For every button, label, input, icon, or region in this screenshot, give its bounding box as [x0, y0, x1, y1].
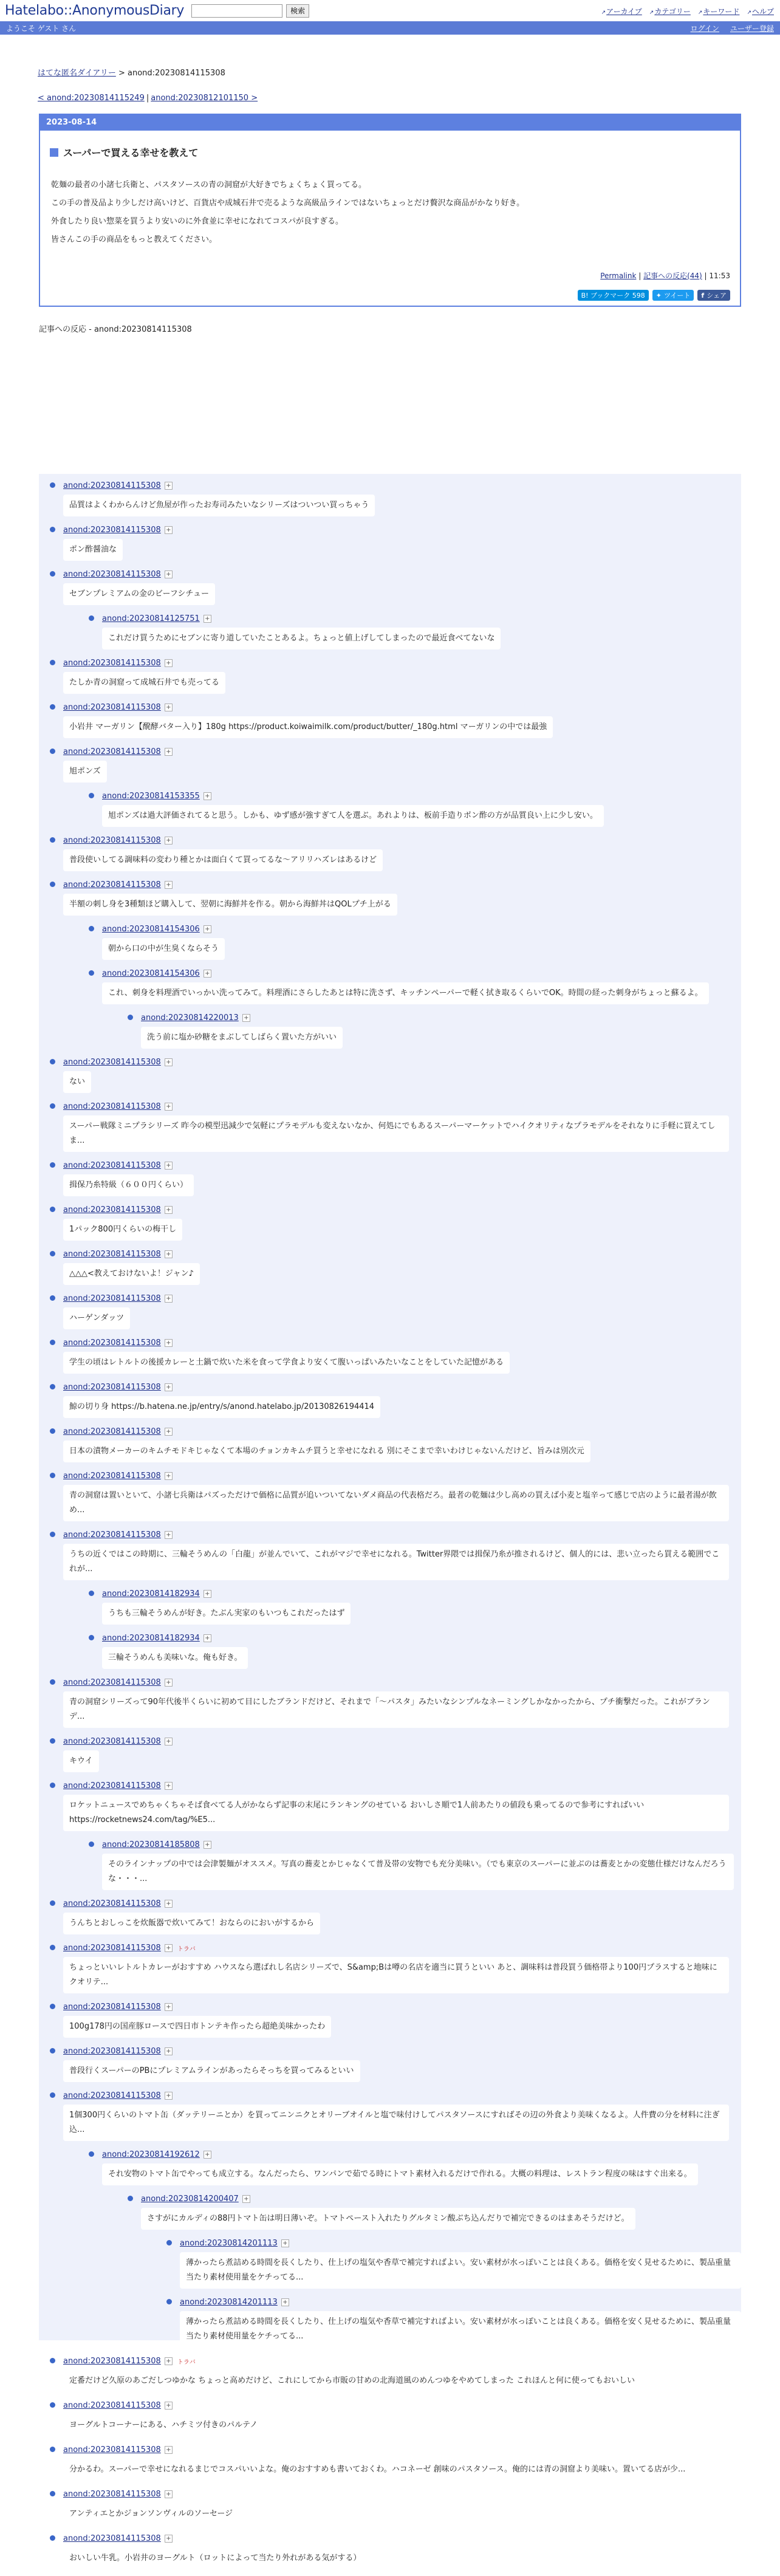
reactions-tree — [39, 474, 741, 2563]
reaction-link[interactable]: anond:20230814115308 — [63, 1160, 161, 1170]
reaction-header — [63, 1292, 741, 1305]
reaction-text: 学生の頃はレトルトの後援カレーと土鍋で炊いた米を食って学食より安くて腹いっぱいみたいなことをしていた記憶がある — [63, 1352, 510, 1374]
reaction-text: 定番だけど久原のあごだしつゆかな ちょっと高めだけど、これにしてから市販の甘めの北海道風のめんつゆをやめてしまった これほんと何に使ってもおいしい — [63, 2370, 641, 2392]
reaction-text: うんちとおしっこを炊飯器で炊いてみて！おならのにおいがするから — [63, 1913, 320, 1934]
expand-toggle-icon[interactable]: + — [281, 2239, 289, 2247]
expand-toggle-icon[interactable]: + — [242, 2195, 250, 2203]
reaction-link[interactable]: anond:20230814220013 — [141, 1013, 239, 1023]
reaction-text: ロケットニュースでめちゃくちゃそば食べてる人がかならず記事の末尾にランキングのせている おいしさ順で1人前あたりの値段も乗ってるので参考にすればいい https://rocketnews24.com/tag/%E5... — [63, 1795, 729, 1831]
reaction-item — [49, 1676, 741, 1735]
reaction-link[interactable]: anond:20230814154306 — [102, 968, 200, 978]
reaction-item — [49, 656, 741, 701]
reaction-item — [126, 2192, 741, 2354]
reaction-text: これだけ買うためにセブンに寄り道していたことあるよ。ちょっと値上げしてしまったので最近食べてないな — [102, 628, 501, 649]
expand-toggle-icon[interactable]: + — [165, 1900, 173, 1908]
reaction-text: 日本の漬物メーカーのキムチモドキじゃなくて本場のチョンカキムチ買うと幸せになれる 別にそこまで幸いわけじゃないんだけど、旨みは別次元 — [63, 1440, 590, 1462]
reaction-item — [87, 967, 741, 1055]
expand-toggle-icon[interactable]: + — [165, 704, 173, 711]
reaction-list — [63, 2148, 741, 2354]
reaction-link[interactable]: anond:20230814115308 — [63, 2489, 161, 2499]
reaction-header — [141, 2192, 741, 2205]
expand-toggle-icon[interactable]: + — [165, 1944, 173, 1952]
expand-toggle-icon[interactable]: + — [242, 1014, 250, 1022]
expand-toggle-icon[interactable]: + — [165, 482, 173, 490]
reaction-text: ヨーグルトコーナーにある、ハチミツ付きのパルテノ — [63, 2414, 264, 2436]
reaction-text: たしか青の洞窟って成城石井でも売ってる — [63, 672, 225, 694]
reaction-item — [49, 479, 741, 523]
trackback-tag: トラバ — [177, 2358, 196, 2366]
reaction-text: 普段行くスーパーのPBにプレミアムラインがあったらそっちを買ってみるといい — [63, 2060, 360, 2082]
reaction-header — [63, 1425, 741, 1438]
reaction-text: そのラインナップの中では会津製麺がオススメ。写真の蕎麦とかじゃなくて普及帯の安物でも充分美味い。（でも東京のスーパーに並ぶのは蕎麦とかの変態仕様だけなんだろうな・・・... — [102, 1854, 734, 1890]
expand-toggle-icon[interactable]: + — [165, 1206, 173, 1214]
entry-body — [51, 176, 740, 249]
reaction-header — [102, 1587, 741, 1600]
reaction-header — [63, 1159, 741, 1172]
reaction-text: ハーゲンダッツ — [63, 1307, 130, 1329]
reaction-link[interactable]: anond:20230814115308 — [63, 1781, 161, 1790]
nav-category[interactable]: ↗ カテゴリー — [649, 6, 691, 16]
reaction-link[interactable]: anond:20230814115308 — [63, 1101, 161, 1111]
reaction-item — [49, 745, 741, 834]
reaction-text: 旭ポンズは過大評価されてると思う。しかも、ゆず感が強すぎて人を選ぶ。あれよりは、板前手造りポン酢の方が品質良い上に少し安い。 — [102, 805, 604, 827]
reaction-link[interactable]: anond:20230814115308 — [63, 481, 161, 490]
reaction-header — [63, 2399, 741, 2412]
search-input[interactable] — [191, 4, 282, 18]
prev-entry-link[interactable]: < anond:20230814115249 — [38, 94, 145, 103]
reaction-link[interactable]: anond:20230814115308 — [63, 1736, 161, 1746]
expand-toggle-icon[interactable]: + — [204, 1590, 211, 1598]
reaction-item — [49, 1100, 741, 1159]
reaction-header — [180, 2236, 741, 2250]
reaction-text: 洗う前に塩か砂糖をまぶしてしばらく置いた方がいい — [141, 1027, 343, 1049]
expand-toggle-icon[interactable]: + — [165, 1472, 173, 1480]
expand-toggle-icon[interactable]: + — [204, 615, 211, 623]
entry-pager: < anond:20230814115249 | anond:20230812101150 > — [38, 94, 258, 103]
expand-toggle-icon[interactable]: + — [204, 1841, 211, 1849]
reaction-link[interactable]: anond:20230814201113 — [180, 2238, 278, 2248]
reaction-link[interactable]: anond:20230814192612 — [102, 2150, 200, 2159]
reaction-list — [63, 612, 741, 656]
header-nav — [601, 6, 774, 16]
reaction-header — [102, 1631, 741, 1645]
expand-toggle-icon[interactable]: + — [165, 1782, 173, 1790]
reaction-text: 青の洞窟は置いといて、小諸七兵衛はパズっただけで価格に品質が追いついてないダメ商品の代表格だろ。最者の乾麺は少し高めの買えば小麦と塩辛って感じで店のように最者湯が飲め... — [63, 1485, 729, 1521]
reaction-text: 薄かったら煮詰める時間を長くしたり、仕上げの塩気や香草で補完すればよい。安い素材が水っぽいことは良くある。価格を安く見せるために、製品重量当たり素材使用量をケチってる... — [180, 2252, 741, 2289]
reaction-link[interactable]: anond:20230814115308 — [63, 1427, 161, 1436]
trackback-tag: トラバ — [177, 1945, 196, 1953]
reaction-header — [63, 1676, 741, 1689]
reaction-text: 三輪そうめんも美味いな。俺も好き。 — [102, 1647, 248, 1669]
reaction-link[interactable]: anond:20230814115308 — [63, 1057, 161, 1067]
search-button[interactable]: 検索 — [286, 4, 309, 18]
reaction-header — [63, 1528, 741, 1541]
reaction-list — [39, 474, 741, 2576]
reaction-header — [63, 2487, 741, 2501]
expand-toggle-icon[interactable]: + — [165, 1339, 173, 1347]
reaction-header — [63, 878, 741, 891]
reaction-header — [63, 2532, 741, 2545]
reaction-text: 旭ポンズ — [63, 761, 107, 783]
expand-toggle-icon[interactable]: + — [165, 1162, 173, 1170]
reaction-item — [49, 1159, 741, 1203]
reaction-header — [63, 523, 741, 536]
expand-toggle-icon[interactable]: + — [165, 1383, 173, 1391]
expand-toggle-icon[interactable]: + — [165, 2535, 173, 2543]
reaction-item — [49, 834, 741, 878]
reaction-header — [102, 612, 741, 625]
expand-toggle-icon[interactable]: + — [165, 748, 173, 756]
reaction-item — [49, 1336, 741, 1380]
reaction-header — [63, 2354, 741, 2368]
reaction-text: 薄かったら煮詰める時間を長くしたり、仕上げの塩気や香草で補完すればよい。安い素材が水っぽいことは良くある。価格を安く見せるために、製品重量当たり素材使用量をケチってる... — [180, 2311, 741, 2348]
reaction-item — [49, 1528, 741, 1676]
reaction-header — [180, 2295, 741, 2309]
reaction-header — [63, 567, 741, 581]
expand-toggle-icon[interactable]: + — [165, 2003, 173, 2011]
expand-toggle-icon[interactable]: + — [165, 1679, 173, 1687]
nav-archive[interactable]: ↗ アーカイブ — [601, 6, 642, 16]
reaction-item — [49, 2089, 741, 2354]
reaction-text: 半額の刺し身を3種類ほど購入して、翌朝に海鮮丼を作る。朝から海鮮丼はQOLプチ上がる — [63, 894, 397, 916]
reaction-header — [63, 2044, 741, 2058]
reaction-text: 1パック800円くらいの梅干し — [63, 1219, 182, 1241]
reaction-item — [165, 2295, 741, 2354]
share-buttons — [578, 290, 730, 301]
reaction-header — [102, 2148, 741, 2161]
reaction-header — [63, 1380, 741, 1394]
expand-toggle-icon[interactable]: + — [165, 570, 173, 578]
reaction-link[interactable]: anond:20230814115308 — [63, 1293, 161, 1303]
expand-toggle-icon[interactable]: + — [165, 2047, 173, 2055]
reaction-text: キウイ — [63, 1750, 99, 1772]
reaction-link[interactable]: anond:20230814115308 — [63, 1530, 161, 1540]
register-link[interactable]: ユーザー登録 — [730, 24, 774, 33]
facebook-share-button[interactable] — [697, 290, 730, 301]
reaction-header — [63, 2000, 741, 2013]
expand-toggle-icon[interactable]: + — [165, 526, 173, 534]
reaction-header — [102, 789, 741, 803]
nav-keyword[interactable]: ↗ キーワード — [698, 6, 740, 16]
entry-paragraph: 外食したり良い惣菜を買うより安いのに外食並に幸せになれてコスパが良すぎる。 — [51, 217, 344, 226]
reactions-heading: 記事への反応 - anond:20230814115308 — [39, 325, 192, 334]
reaction-text: 1個300円くらいのトマト缶（ダッテリーニとか）を買ってニンニクとオリーブオイルと塩で味付けしてパスタソースにすればその辺の外食より美味くなるよ。人件費の分を材料に注ぎ込... — [63, 2105, 729, 2141]
title-square-icon — [50, 148, 58, 157]
reaction-link[interactable]: anond:20230814182934 — [102, 1633, 200, 1643]
entry-time: 11:53 — [709, 272, 730, 280]
site-header — [0, 0, 780, 21]
reaction-text: 普段使いしてる調味料の変わり種とかは面白くて買ってるな〜アリリハズレはあるけど — [63, 849, 383, 871]
reaction-item — [49, 1941, 741, 2000]
reaction-text: ちょっといいレトルトカレーがおすすめ ハウスなら選ばれし名店シリーズで、S&amp;Bは噂の名店を適当に買うといい あと、調味料は普段買う価格帯より100円プラスすると地味にクオリテ... — [63, 1957, 729, 1993]
reaction-text: アンティエとかジョンソンヴィルのソーセージ — [63, 2503, 239, 2525]
reaction-header — [63, 1336, 741, 1349]
reaction-link[interactable]: anond:20230814115308 — [63, 1943, 161, 1953]
reaction-link[interactable]: anond:20230814115308 — [63, 1899, 161, 1908]
expand-toggle-icon[interactable]: + — [165, 2092, 173, 2100]
reaction-text: 100g178円の国産豚ロースで四日市トンテキ作ったら超絶美味かったわ — [63, 2016, 331, 2038]
reaction-link[interactable]: anond:20230814154306 — [102, 924, 200, 934]
reaction-link[interactable]: anond:20230814200407 — [141, 2194, 239, 2204]
reaction-list — [141, 2236, 741, 2354]
reaction-text: おいしい牛乳。小岩井のヨーグルト（ロットによって当たり外れがある気がする） — [63, 2547, 367, 2569]
reaction-item — [49, 2487, 741, 2532]
reaction-text: さすがにカルディの88円トマト缶は明日薄いぞ。トマトペースト入れたりグルタミン酸ぶち込んだりで補完できるのはまあそうだけど。 — [141, 2208, 635, 2230]
reaction-item — [49, 523, 741, 567]
welcome-text: ようこそ ゲスト さん — [6, 24, 77, 33]
entry-date: 2023-08-14 — [40, 115, 740, 131]
reaction-text: これ、刺身を料理酒でいっかい洗ってみて。料理酒にさらしたあとは特に洗さず、キッチンペーパーで軽く拭き取るくらいでOK。時間の経った刺身がちょっと蘇るよ。 — [102, 982, 709, 1004]
expand-toggle-icon[interactable]: + — [165, 2446, 173, 2454]
expand-toggle-icon[interactable]: + — [165, 1058, 173, 1066]
reaction-item — [49, 1735, 741, 1779]
reaction-header — [102, 967, 741, 980]
reaction-item — [87, 922, 741, 967]
nav-help[interactable]: ↗ ヘルプ — [747, 6, 774, 16]
reaction-header — [63, 1897, 741, 1910]
breadcrumb — [38, 66, 780, 78]
reaction-link[interactable]: anond:20230814115308 — [63, 2091, 161, 2100]
permalink[interactable]: Permalink — [600, 272, 637, 280]
reaction-text: うちの近くではこの時期に、三輪そうめんの「白龍」が並んでいて、これがマジで幸せになれる。Twitter界隈では揖保乃糸が推されるけど、個人的には、悲い立ったら買える範囲でこれが... — [63, 1544, 729, 1580]
reaction-link[interactable]: anond:20230814125751 — [102, 614, 200, 623]
expand-toggle-icon[interactable]: + — [165, 1250, 173, 1258]
reaction-item — [49, 2532, 741, 2576]
expand-toggle-icon[interactable]: + — [165, 2357, 173, 2365]
reaction-header — [63, 1735, 741, 1748]
reaction-header — [63, 1469, 741, 1482]
reaction-link[interactable]: anond:20230814115308 — [63, 658, 161, 668]
reaction-link[interactable]: anond:20230814115308 — [63, 2002, 161, 2012]
reaction-text: 品質はよくわからんけど魚屋が作ったお寿司みたいなシリーズはついつい買っちゃう — [63, 495, 375, 516]
expand-toggle-icon[interactable]: + — [165, 1531, 173, 1539]
breadcrumb-separator: > — [115, 69, 128, 78]
expand-toggle-icon[interactable]: + — [165, 2490, 173, 2498]
reaction-text: 朝から口の中が生臭くならそう — [102, 938, 225, 960]
reaction-list — [63, 789, 741, 834]
expand-toggle-icon[interactable]: + — [165, 1295, 173, 1303]
reaction-header — [63, 1055, 741, 1069]
reaction-text: スーパー戦隊ミニプラシリーズ 昨今の模型迅減少で気軽にプラモデルも変えないなか、何処にでもあるスーパーマーケットでハイクオリティなプラモデルをそれなりに手軽に買えてしま... — [63, 1115, 729, 1152]
reaction-item — [87, 789, 741, 834]
reaction-header — [63, 2443, 741, 2456]
login-link[interactable]: ログイン — [690, 24, 719, 33]
reaction-header — [102, 922, 741, 936]
reaction-item — [87, 1631, 741, 1676]
reaction-item — [49, 2443, 741, 2487]
expand-toggle-icon[interactable]: + — [281, 2298, 289, 2306]
reaction-header — [63, 479, 741, 492]
reaction-link[interactable]: anond:20230814115308 — [63, 569, 161, 579]
tweet-label: ツイート — [663, 292, 691, 300]
reaction-header — [63, 701, 741, 714]
reaction-text: ポン酢醤油な — [63, 539, 123, 561]
entry-paragraph: この手の普及品より少しだけ高いけど、百貨店や成城石井で売るような高級品ラインではないちょっとだけ贅沢な商品がかなり好き。 — [51, 199, 525, 208]
reaction-link[interactable]: anond:20230814115308 — [63, 747, 161, 756]
reaction-item — [49, 2354, 741, 2399]
reaction-header — [63, 745, 741, 758]
entry-paragraph: 乾麺の最者の小諸七兵衛と、パスタソースの青の洞窟が大好きでちょくちょく買ってる。 — [51, 180, 366, 190]
reaction-header — [63, 1203, 741, 1216]
reaction-link[interactable]: anond:20230814115308 — [63, 1471, 161, 1481]
reaction-link[interactable]: anond:20230814115308 — [63, 835, 161, 845]
reaction-link[interactable]: anond:20230814115308 — [63, 2533, 161, 2543]
reaction-text: ない — [63, 1071, 91, 1093]
reaction-header — [63, 2089, 741, 2102]
hatena-bookmark-button[interactable]: B! ブックマーク 598 — [578, 290, 649, 301]
twitter-bird-icon: ✦ — [655, 291, 662, 300]
reaction-text: それ安物のトマト缶でやっても成立する。なんだったら、ワンパンで茹でる時にトマト素材入れるだけで作れる。大概の料理は、レストラン程度の味はすぐ出来る。 — [102, 2163, 698, 2185]
reaction-link[interactable]: anond:20230814115308 — [63, 1205, 161, 1214]
reaction-item — [49, 2000, 741, 2044]
reaction-header — [63, 834, 741, 847]
reaction-item — [49, 1469, 741, 1528]
reaction-header — [102, 1838, 741, 1851]
expand-toggle-icon[interactable]: + — [204, 970, 211, 978]
reaction-header — [63, 1941, 741, 1954]
reaction-item — [49, 567, 741, 656]
expand-toggle-icon[interactable]: + — [165, 881, 173, 889]
reaction-item — [49, 1292, 741, 1336]
breadcrumb-home[interactable]: はてな匿名ダイアリー — [38, 69, 116, 78]
expand-toggle-icon[interactable]: + — [204, 792, 211, 800]
reaction-item — [49, 1247, 741, 1292]
reaction-item — [49, 1897, 741, 1941]
expand-toggle-icon[interactable]: + — [165, 837, 173, 844]
facebook-icon: f — [701, 291, 705, 300]
reaction-text: 揖保乃糸特級（６００円くらい） — [63, 1174, 194, 1196]
reaction-header — [63, 1779, 741, 1792]
reaction-item — [49, 1055, 741, 1100]
entry-paragraph: 皆さんこの手の商品をもっと教えてください。 — [51, 235, 217, 244]
reaction-list — [102, 2192, 741, 2354]
facebook-share-label: シェア — [706, 292, 727, 300]
reactions-link[interactable]: 記事への反応(44) — [643, 272, 702, 280]
reaction-item — [87, 612, 741, 656]
reaction-link[interactable]: anond:20230814153355 — [102, 791, 200, 801]
reaction-link[interactable]: anond:20230814115308 — [63, 2046, 161, 2056]
reaction-link[interactable]: anond:20230814115308 — [63, 1382, 161, 1392]
reaction-link[interactable]: anond:20230814115308 — [63, 1249, 161, 1259]
reaction-item — [49, 2044, 741, 2089]
reaction-item — [49, 1203, 741, 1247]
reaction-item — [49, 1425, 741, 1469]
reaction-header — [63, 1100, 741, 1113]
expand-toggle-icon[interactable]: + — [204, 925, 211, 933]
search-form — [191, 4, 309, 18]
reaction-link[interactable]: anond:20230814115308 — [63, 702, 161, 712]
reaction-list — [63, 922, 741, 1055]
entry-meta: Permalink | 記事への反応(44) | 11:53 — [600, 272, 730, 280]
entry-title — [50, 145, 740, 159]
reaction-item — [87, 2148, 741, 2354]
reaction-list — [102, 1011, 741, 1055]
reaction-header — [63, 1247, 741, 1261]
reaction-link[interactable]: anond:20230814115308 — [63, 525, 161, 535]
expand-toggle-icon[interactable]: + — [165, 1738, 173, 1745]
reaction-header — [63, 656, 741, 670]
reaction-header — [141, 1011, 741, 1024]
reaction-item — [49, 1779, 741, 1897]
expand-toggle-icon[interactable]: + — [204, 2151, 211, 2159]
reaction-item — [49, 1380, 741, 1425]
reaction-text: △△△<教えておけないよ！ジャン♪ — [63, 1263, 200, 1285]
reaction-link[interactable]: anond:20230814115308 — [63, 1677, 161, 1687]
reaction-item — [87, 1838, 741, 1897]
reaction-text: 小岩井 マーガリン【醗酵バター入り】180g https://product.koiwaimilk.com/product/butter/_180g.html マーガリンの中では最強 — [63, 716, 553, 738]
reaction-link[interactable]: anond:20230814115308 — [63, 2356, 161, 2366]
expand-toggle-icon[interactable]: + — [165, 1428, 173, 1436]
diary-entry — [39, 114, 741, 307]
reaction-link[interactable]: anond:20230814182934 — [102, 1589, 200, 1598]
entry-title-text: スーパーで買える幸せを教えて — [63, 147, 199, 159]
next-entry-link[interactable]: anond:20230812101150 > — [151, 94, 258, 103]
reaction-text: うちも三輪そうめんが好き。たぶん実家のもいつもこれだったはず — [102, 1603, 351, 1625]
expand-toggle-icon[interactable]: + — [204, 1634, 211, 1642]
user-bar — [0, 21, 780, 35]
reaction-text: 分かるわ。スーパーで幸せになれるまじでコスパいいよな。俺のおすすめも書いておくわ。ハコネーゼ 創味のパスタソース。俺的には青の洞窟より美味い。置いてる店が少... — [63, 2459, 691, 2481]
tweet-button[interactable] — [652, 290, 694, 301]
reaction-item — [165, 2236, 741, 2295]
reaction-text: 鯨の切り身 https://b.hatena.ne.jp/entry/s/anond.hatelabo.jp/20130826194414 — [63, 1396, 380, 1418]
reaction-link[interactable]: anond:20230814115308 — [63, 1338, 161, 1348]
reaction-text: 青の洞窟シリーズって90年代後半くらいに初めて目にしたブランドだけど、それまで「〜パスタ」みたいなシンプルなネーミングしかなかったから、プチ衝撃だった。これがブランデ... — [63, 1691, 729, 1728]
expand-toggle-icon[interactable]: + — [165, 659, 173, 667]
reaction-list — [63, 1838, 741, 1897]
expand-toggle-icon[interactable]: + — [165, 2402, 173, 2410]
breadcrumb-current: anond:20230814115308 — [128, 69, 225, 78]
reaction-list — [63, 1587, 741, 1676]
reaction-item — [49, 701, 741, 745]
reaction-link[interactable]: anond:20230814115308 — [63, 2400, 161, 2410]
reaction-text: セブンプレミアムの金のビーフシチュー — [63, 583, 215, 605]
reaction-item — [49, 878, 741, 1055]
reaction-item — [87, 1587, 741, 1631]
reaction-link[interactable]: anond:20230814185808 — [102, 1840, 200, 1849]
reaction-link[interactable]: anond:20230814115308 — [63, 2445, 161, 2454]
reaction-item — [49, 2399, 741, 2443]
site-logo[interactable]: Hatelabo::AnonymousDiary — [5, 3, 185, 18]
reaction-item — [126, 1011, 741, 1055]
expand-toggle-icon[interactable]: + — [165, 1103, 173, 1111]
reaction-link[interactable]: anond:20230814115308 — [63, 880, 161, 889]
reaction-link[interactable]: anond:20230814201113 — [180, 2297, 278, 2307]
